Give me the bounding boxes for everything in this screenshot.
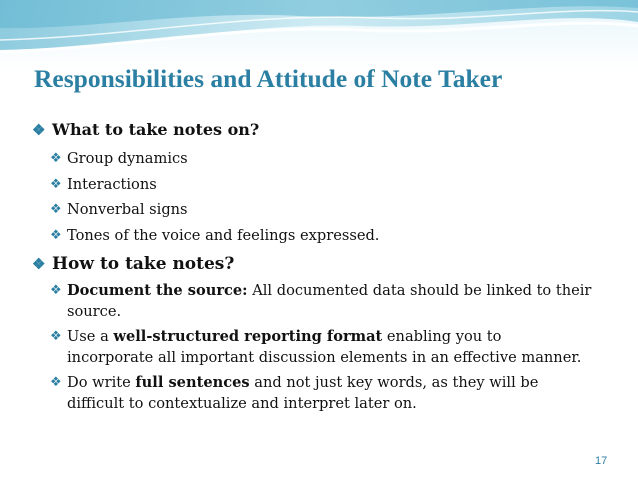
diamond-star-bullet-icon: ❖ — [50, 282, 62, 298]
diamond-star-bullet-icon: ❖ — [50, 227, 62, 243]
list-item-text: Nonverbal signs — [67, 201, 188, 218]
diamond-star-bullet-icon: ❖ — [50, 202, 62, 217]
section-heading-how — [32, 254, 592, 274]
page-number: 17 — [595, 455, 608, 467]
emphasis-text: Document the source: — [67, 281, 248, 299]
emphasis-text: well-structured reporting format — [113, 327, 383, 345]
diamond-star-bullet-icon: ❖ — [32, 121, 46, 139]
list-item-text: Interactions — [67, 175, 157, 193]
slide-content — [32, 120, 592, 418]
list-item — [50, 372, 592, 414]
list-item-text: Do write full sentences and not just key words, as they will be difficult to contextualize and interpret later on. — [67, 373, 539, 412]
list-item-text: Document the source: All documented data should be linked to their source. — [67, 281, 592, 320]
list-item — [50, 148, 592, 169]
diamond-star-bullet-icon: ❖ — [50, 374, 62, 390]
list-item — [50, 326, 592, 368]
section-heading-what — [32, 120, 592, 140]
diamond-star-bullet-icon: ❖ — [50, 176, 62, 192]
header-wave-decoration — [0, 0, 638, 70]
list-item — [50, 225, 592, 246]
list-item-text: Use a well-structured reporting format enabling you to incorporate all important discussion elements in an effective manner. — [67, 327, 582, 366]
list-item-text: Tones of the voice and feelings expressed. — [67, 226, 380, 244]
diamond-star-bullet-icon: ❖ — [50, 151, 62, 166]
section-heading-text: How to take notes? — [52, 253, 235, 274]
diamond-star-bullet-icon: ❖ — [32, 254, 46, 273]
emphasis-text: full sentences — [135, 373, 250, 391]
list-item — [50, 174, 592, 195]
list-item — [50, 199, 592, 220]
slide-title: Responsibilities and Attitude of Note Taker — [34, 64, 503, 93]
diamond-star-bullet-icon: ❖ — [50, 328, 62, 344]
list-item — [50, 280, 592, 322]
list-item-text: Group dynamics — [67, 150, 188, 167]
section-heading-text: What to take notes on? — [52, 120, 260, 139]
